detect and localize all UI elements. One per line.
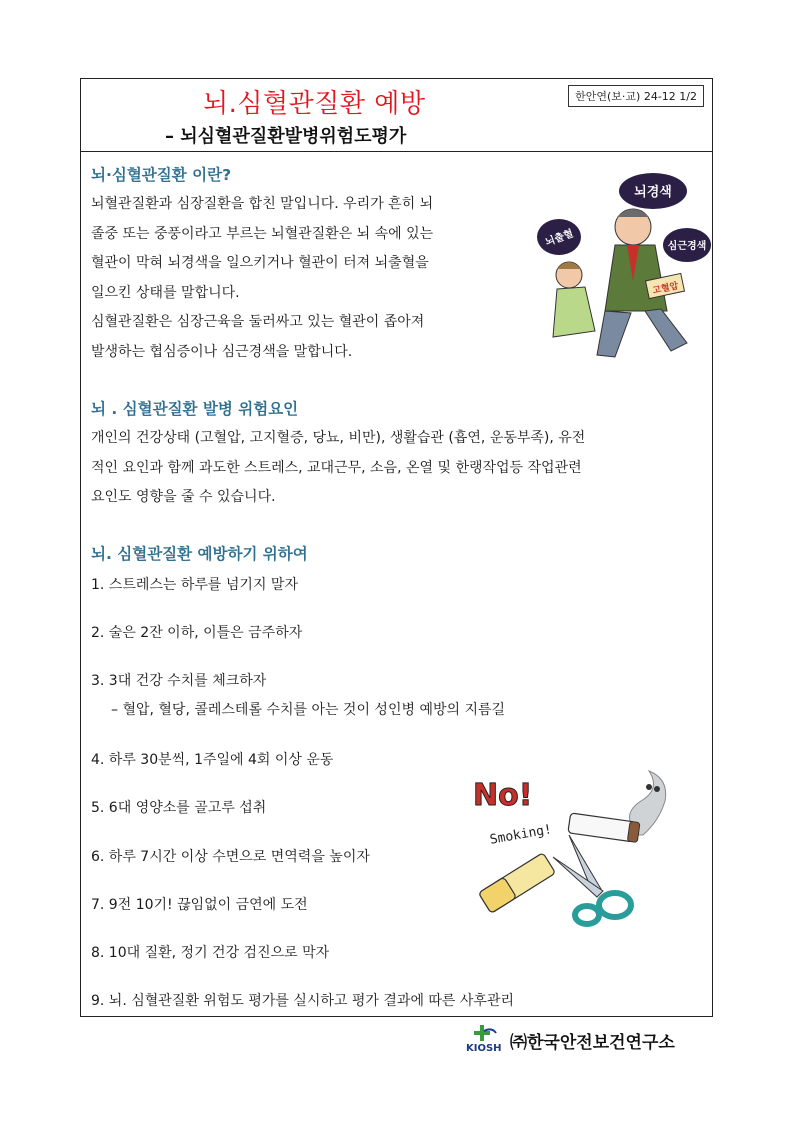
smoke-eye-icon	[646, 784, 652, 790]
risk-factors-paragraph	[91, 424, 585, 513]
scissors-handle	[575, 906, 599, 924]
paragraph-line: 졸중 또는 중풍이라고 부르는 뇌혈관질환은 뇌 속에 있는	[91, 225, 434, 242]
paragraph-line: 일으킨 상태를 말합니다.	[91, 284, 240, 301]
cardiovascular-illustration	[535, 171, 713, 367]
list-item: 3. 3대 건강 수치를 체크하자	[91, 673, 267, 689]
bubble-label-left: 뇌출혈	[544, 228, 576, 249]
smoke-eye-icon	[654, 786, 660, 792]
bubble-label-right: 심근경색	[667, 241, 707, 252]
paragraph-line: 혈관이 막혀 뇌경색을 일으키거나 혈관이 터져 뇌출혈을	[91, 255, 429, 271]
no-smoking-illustration	[469, 765, 669, 927]
list-subitem: – 혈압, 혈당, 콜레스테롤 수치를 아는 것이 성인병 예방의 지름길	[111, 702, 506, 718]
list-item: 1. 스트레스는 하루를 넘기지 말자	[91, 577, 298, 593]
man-leg-left	[597, 311, 631, 357]
document-header	[81, 79, 712, 152]
list-item: 9. 뇌. 심혈관질환 위험도 평가를 실시하고 평가 결과에 따른 사후관리	[91, 993, 515, 1009]
paragraph-line: 요인도 영향을 줄 수 있습니다.	[91, 489, 276, 505]
paragraph-line: 뇌혈관질환과 심장질환을 합친 말입니다. 우리가 흔히 뇌	[91, 196, 434, 212]
section-heading-risk-factors: 뇌 . 심혈관질환 발병 위험요인	[91, 400, 299, 418]
page-title: 뇌.심혈관질환 예방	[203, 89, 426, 119]
woman-hair	[557, 262, 581, 269]
sign-label: 고혈압	[651, 281, 680, 297]
scissors-handle	[599, 893, 631, 917]
definition-paragraph	[91, 190, 433, 367]
list-item: 4. 하루 30분씩, 1주일에 4회 이상 운동	[91, 752, 334, 768]
footer	[466, 1023, 711, 1057]
paragraph-line: 발생하는 협심증이나 심근경색을 말합니다.	[91, 343, 353, 360]
section-heading-definition: 뇌·심혈관질환 이란?	[91, 166, 232, 184]
organization-name: ㈜한국안전보건연구소	[510, 1033, 675, 1053]
page-subtitle: – 뇌심혈관질환발병위험도평가	[165, 126, 407, 147]
logo-text: KIOSH	[466, 1043, 502, 1054]
no-text: No!	[473, 778, 533, 813]
woman-body	[553, 287, 595, 337]
cigarette-filter-piece	[478, 853, 555, 914]
scissors-blade	[553, 857, 603, 897]
paragraph-line: 적인 요인과 함께 과도한 스트레스, 교대근무, 소음, 온열 및 한랭작업등 작업관련	[91, 459, 582, 476]
document-number-badge: 한안연(보·교) 24-12 1/2	[568, 85, 704, 107]
list-item: 2. 술은 2잔 이하, 이틀은 금주하자	[91, 625, 303, 641]
list-item: 5. 6대 영양소를 골고루 섭취	[91, 800, 267, 816]
man-leg-right	[645, 309, 687, 351]
list-item: 8. 10대 질환, 정기 건강 검진으로 막자	[91, 945, 330, 961]
paragraph-line: 심혈관질환은 심장근육을 둘러싸고 있는 혈관이 좁아져	[91, 314, 425, 330]
paragraph-line: 개인의 건강상태 (고혈압, 고지혈증, 당뇨, 비만), 생활습관 (흡연, 운동부족), 유전	[91, 430, 586, 446]
document-frame	[80, 78, 713, 1017]
bubble-label-top: 뇌경색	[634, 185, 672, 200]
list-item: 7. 9전 10기! 끊임없이 금연에 도전	[91, 897, 308, 913]
list-item: 6. 하루 7시간 이상 수면으로 면역력을 높이자	[91, 849, 370, 865]
smoking-text: Smoking!	[488, 822, 554, 848]
man-hair	[617, 209, 649, 217]
section-heading-prevention: 뇌. 심혈관질환 예방하기 위하여	[91, 545, 308, 563]
